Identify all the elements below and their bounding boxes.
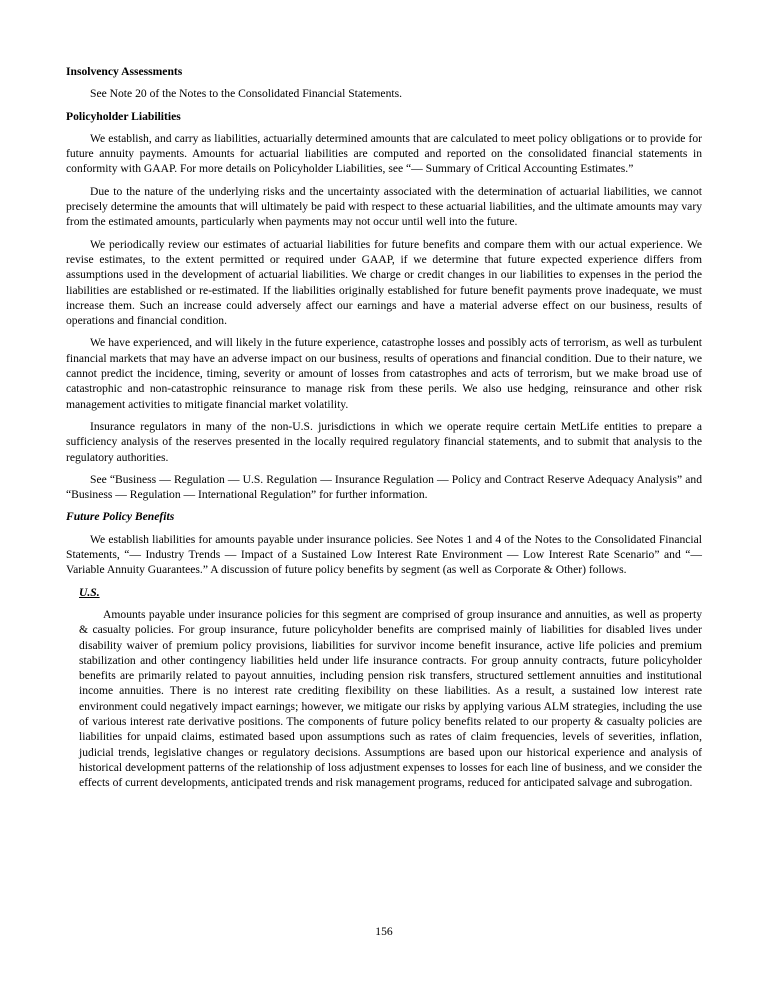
- paragraph-we-establish-liabilities: We establish, and carry as liabilities, actuarially determined amounts that are calculated to meet policy obligations or to provide for future annuity payments. Amounts for actuarial liabilities are computed and reported on the consolidated financial statements in conformity with GAAP. For more details on Policyholder Liabilities, see “— Summary of Critical Accounting Estimates.”: [66, 131, 702, 176]
- paragraph-see-note-20: See Note 20 of the Notes to the Consolidated Financial Statements.: [90, 87, 403, 101]
- paragraph-we-establish-policies: We establish liabilities for amounts payable under insurance policies. See Notes 1 and 4 of the Notes to the Consolidated Financial Statements, “— Industry Trends — Impact of a Sustained Low Interest Rate Environment — Low Interest Rate Scenario” and “— Variable Annuity Guarantees.” A discussion of future policy benefits by segment (as well as Corporate & Other) follows.: [66, 532, 702, 577]
- paragraph-insurance-regulators: Insurance regulators in many of the non-U.S. jurisdictions in which we operate require certain MetLife entities to prepare a sufficiency analysis of the reserves presented in the locally required regulatory financial statements, and to submit that analysis to the regulatory authorities.: [66, 419, 702, 464]
- paragraph-see-business-regulation: See “Business — Regulation — U.S. Regulation — Insurance Regulation — Policy and Contract Reserve Adequacy Analysis” and “Business — Regulation — International Regulation” for further information.: [66, 472, 702, 502]
- document-body: [66, 64, 702, 790]
- page-number: 156: [375, 925, 393, 938]
- heading-policyholder-liabilities: Policyholder Liabilities: [66, 109, 181, 123]
- heading-future-policy-benefits: Future Policy Benefits: [66, 510, 175, 524]
- paragraph-catastrophe-losses: We have experienced, and will likely in the future experience, catastrophe losses and possibly acts of terrorism, as well as turbulent financial markets that may have an adverse impact on our business, results of operations and financial condition. Due to their nature, we cannot predict the incidence, timing, severity or amount of losses from catastrophes and acts of terrorism, but we make broad use of catastrophic and non-catastrophic reinsurance to manage risk from these perils. We also use hedging, reinsurance and other risk management activities to mitigate financial market volatility.: [66, 336, 702, 411]
- heading-insolvency-assessments: Insolvency Assessments: [66, 65, 183, 78]
- paragraph-periodic-review-estimates: We periodically review our estimates of actuarial liabilities for future benefits and compare them with our actual experience. We revise estimates, to the extent permitted or required under GAAP, if we determine that future expected experience differs from assumptions used in the development of actuarial liabilities. We charge or credit changes in our liabilities to expenses in the period the liabilities are established or re-estimated. If the liabilities originally established for future benefit payments prove inadequate, we must increase them. Such an increase could adversely affect our earnings and have a material adverse effect on our business, results of operations and financial condition.: [66, 237, 702, 328]
- heading-us: U.S.: [79, 585, 100, 599]
- paragraph-us-segment-amounts-payable: Amounts payable under insurance policies for this segment are comprised of group insurance and annuities, as well as property & casualty policies. For group insurance, future policyholder benefits are comprised mainly of liabilities for disabled lives under disability waiver of premium policy provisions, liabilities for survivor income benefit insurance, active life policies and premium stabilization and other contingency liabilities held under life insurance contracts. For group annuity contracts, future policyholder benefits are primarily related to payout annuities, including pension risk transfers, structured settlement annuities and institutional income annuities. There is no interest rate crediting flexibility on these liabilities. As a result, a sustained low interest rate environment could negatively impact earnings; however, we mitigate our risks by applying various ALM strategies, including the use of various interest rate derivative positions. The components of future policy benefits related to our property & casualty policies are liabilities for unpaid claims, estimated based upon assumptions such as rates of claim frequencies, levels of severities, inflation, judicial trends, legislative changes or regulatory decisions. Assumptions are based upon our historical experience and analysis of historical development patterns of the relationship of loss adjustment expenses to losses for each line of business, and we consider the effects of current developments, anticipated trends and risk management programs, reduced for anticipated salvage and subrogation.: [79, 607, 702, 790]
- paragraph-due-to-nature-of-risks: Due to the nature of the underlying risks and the uncertainty associated with the determination of actuarial liabilities, we cannot precisely determine the amounts that will ultimately be paid with respect to these actuarial liabilities, and the ultimate amounts may vary from the estimated amounts, particularly when payments may not occur until well into the future.: [66, 184, 702, 229]
